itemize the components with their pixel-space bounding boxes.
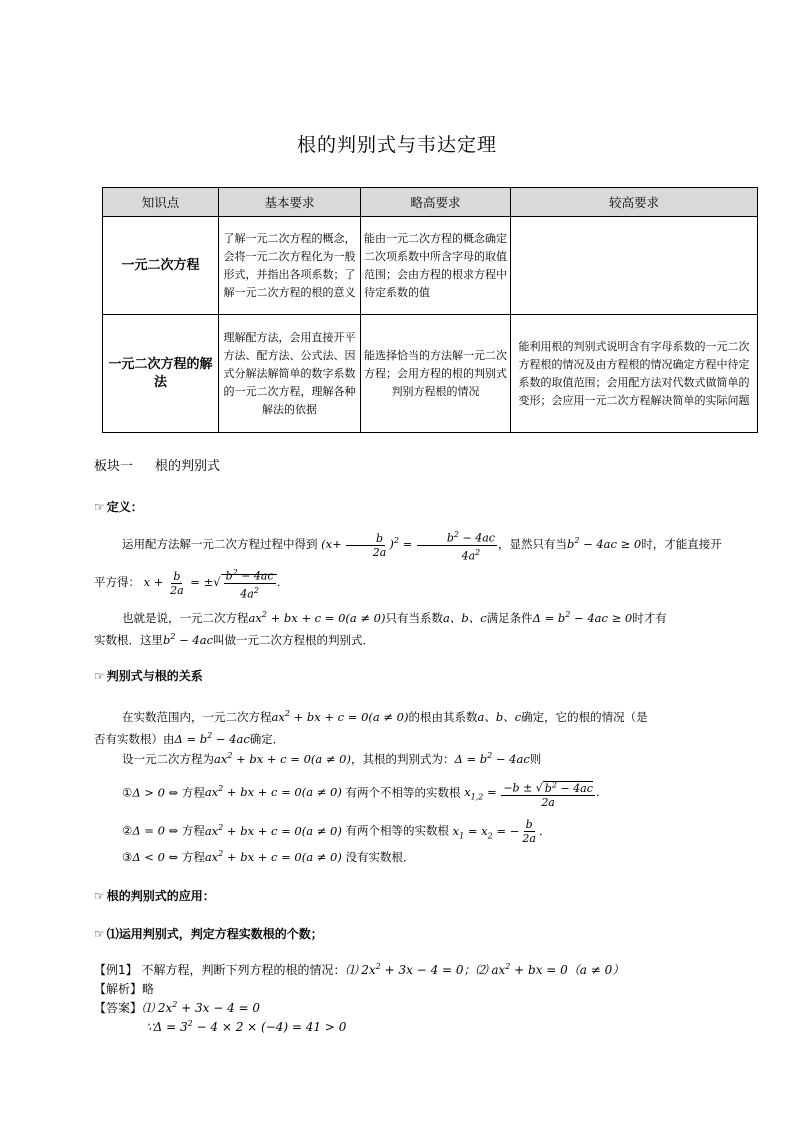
- application-heading: [94, 887, 215, 904]
- table-cell-higher: 能选择恰当的方法解一元二次方程；会用方程的根的判别式判别方程根的情况: [361, 315, 511, 433]
- table-cell-highest: 能利用根的判别式说明含有字母系数的一元二次方程根的情况及由方程根的情况确定方程中待定系数的取值范围；会用配方法对代数式做简单的变形；会应用一元二次方程解决简单的实际问题: [511, 315, 758, 433]
- section-name: 根的判别式: [155, 459, 221, 474]
- answer-calculation: ∵Δ = $3^2 - 4 \times 2 \times (-4) = 41 > 0$: [146, 1019, 347, 1034]
- case-3-line: ③Δ < 0 ⇔ 方程$ax^2$ + bx + c = 0(a ≠ 0) 没有实数根．: [122, 849, 415, 864]
- relation-paragraph: 设一元二次方程为$ax^2$ + bx + c = 0(a ≠ 0)，其根的判别式为：$\Delta = b^2 - 4ac$则: [122, 751, 542, 766]
- table-row: [103, 217, 758, 315]
- example-line: 【例1】 不解方程，判断下列方程的根的情况：⑴ $2x^2 + 3x - 4 = 0$；⑵ $ax^2$ + bx = 0（a ≠ 0）: [94, 962, 625, 977]
- requirements-table: [102, 187, 758, 433]
- table-header: 知识点: [103, 188, 219, 217]
- heading-text: 根的判别式的应用：: [106, 889, 215, 903]
- relation-paragraph: 否有实数根）由$\Delta = b^2 - 4ac$确定．: [94, 731, 285, 746]
- definition-paragraph: 实数根．这里$b^2 - 4ac$叫做一元二次方程根的判别式．: [94, 632, 375, 647]
- table-header: 基本要求: [219, 188, 361, 217]
- analysis-line: 【解析】略: [94, 982, 155, 996]
- case-2-line: ②Δ = 0 ⇔ 方程$ax^2$ + bx + c = 0(a ≠ 0) 有两个相等的实数根 $x_1 = x_2$ = − $\frac{b}{2a}$ ．: [122, 818, 551, 845]
- pointing-hand-icon: ☞: [94, 927, 105, 941]
- section-label: 板块一: [94, 459, 134, 474]
- table-cell-higher: 能由一元二次方程的概念确定二次项系数中所含字母的取值范围；会由方程的根求方程中待定系数的值: [361, 217, 511, 315]
- heading-text: 定义：: [106, 500, 143, 514]
- table-cell-topic: 一元二次方程的解法: [103, 315, 219, 433]
- relation-paragraph: 在实数范围内，一元二次方程$ax^2$ + bx + c = 0(a ≠ 0)的根由其系数a、b、c确定，它的根的情况（是: [122, 709, 648, 724]
- table-header: 略高要求: [361, 188, 511, 217]
- definition-paragraph: 平方得： x + $\frac{b}{2a}$ = ±√ $\frac{b^2 - 4ac}{4a^2}$ ．: [94, 568, 289, 601]
- heading-text: 判别式与根的关系: [106, 669, 203, 683]
- table-header-row: [103, 188, 758, 217]
- table-cell-topic: 一元二次方程: [103, 217, 219, 315]
- case-1-line: ①Δ > 0 ⇔ 方程$ax^2$ + bx + c = 0(a ≠ 0) 有两个不相等的实数根 $x_{1,2}$ = $\frac{-b \pm √ b^2 - 4ac}{2a}$ ．: [122, 780, 608, 809]
- table-row: [103, 315, 758, 433]
- answer-line: 【答案】⑴ $2x^2 + 3x - 4 = 0$: [94, 1000, 261, 1015]
- definition-heading: [94, 498, 143, 515]
- relation-heading: [94, 667, 203, 684]
- table-header: 较高要求: [511, 188, 758, 217]
- pointing-hand-icon: ☞: [94, 669, 105, 683]
- pointing-hand-icon: ☞: [94, 889, 105, 903]
- section-title: [94, 455, 220, 474]
- definition-paragraph: 也就是说，一元二次方程$ax^2$ + bx + c = 0(a ≠ 0)只有当系数a、b、c满足条件$\Delta = b^2 - 4ac \ge 0$时才有: [122, 610, 667, 625]
- pointing-hand-icon: ☞: [94, 500, 105, 514]
- table-cell-basic: 了解一元二次方程的概念，会将一元二次方程化为一般形式，并指出各项系数；了解一元二次方程的根的意义: [219, 217, 361, 315]
- page-title: 根的判别式与韦达定理: [296, 134, 497, 156]
- heading-text: ⑴运用判别式，判定方程实数根的个数；: [106, 927, 323, 941]
- table-cell-highest: [511, 217, 758, 315]
- application-subheading: [94, 925, 323, 942]
- table-cell-basic: 理解配方法，会用直接开平方法、配方法、公式法、因式分解法解简单的数字系数的一元二次方程，理解各种解法的依据: [219, 315, 361, 433]
- definition-paragraph: 运用配方法解一元二次方程过程中得到 (x+ $\frac{b}{2a}$ )$^2$ = $\frac{b^2 - 4ac}{4a^2}$ ，显然只有当$b^2 - 4ac \ge 0$时，才能直接开: [122, 530, 722, 563]
